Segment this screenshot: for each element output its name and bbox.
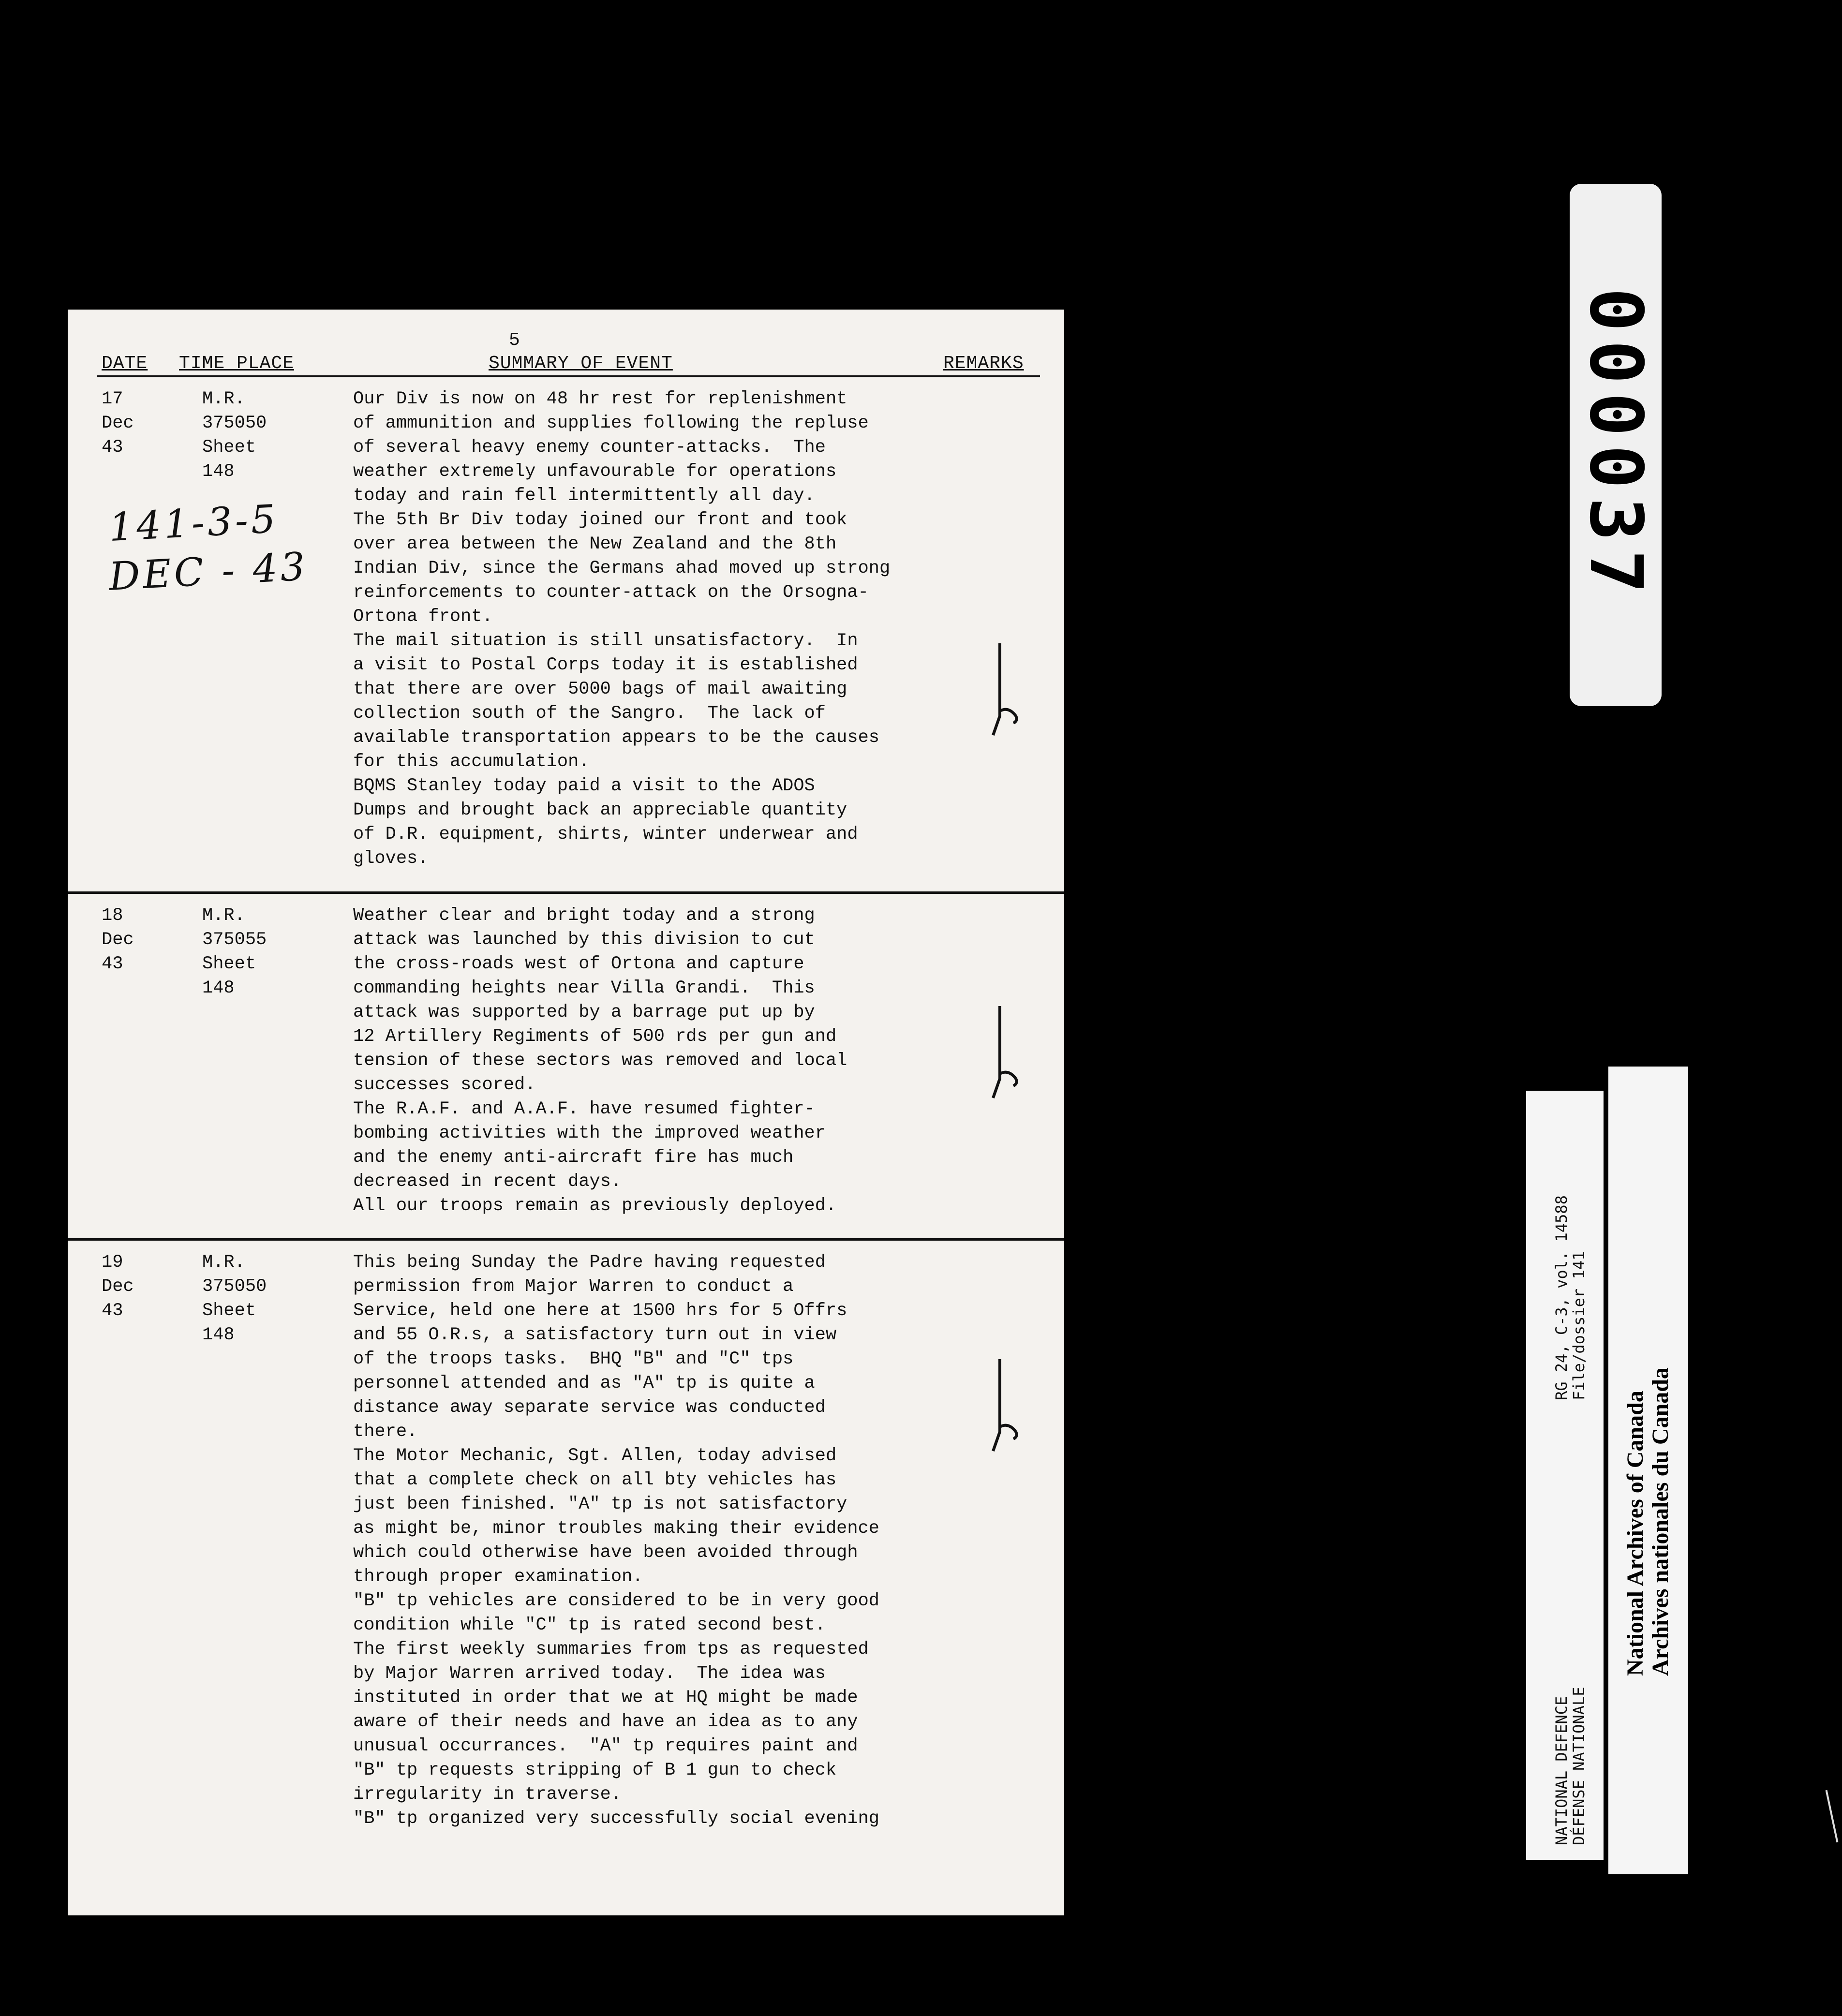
- entry-summary: This being Sunday the Padre having requested permission from Major Warren to conduct a Service, held one here at 1500 hrs for 5 Offrs and 55 O.R.s, a satisfactory turn out in view of the troops tasks. BHQ "B" and "C" tps personnel attended and as "A" tp is quite a distance away separate service was conducted there. The Motor Mechanic, Sgt. Allen, today advised that a complete check on all bty vehicles has just been finished. "A" tp is not satisfactory as might be, minor troubles making their evidence which could otherwise have been avoided through through proper examination. "B" tp vehicles are considered to be in very good condition while "C" tp is rated second best. The first weekly summaries from tps as requested by Major Warren arrived today. The idea was instituted in order that we at HQ might be made aware of their needs and have an idea as to any unusual occurrances. "A" tp requires paint and "B" tp requests stripping of B 1 gun to check irregularity in traverse. "B" tp organized very successfully social evening: [353, 1252, 879, 1829]
- handwritten-initials: [989, 1354, 1023, 1466]
- archive-label-organization: [1608, 1067, 1688, 1874]
- frame-number: 000037: [1574, 288, 1658, 602]
- handwritten-initials: [989, 638, 1023, 750]
- handwritten-date: DEC - 43: [107, 544, 309, 599]
- entry-divider: [68, 891, 1064, 894]
- archive-name: National Archives of Canada Archives nationales du Canada: [1622, 1367, 1673, 1676]
- archive-label-reference: [1526, 1091, 1604, 1860]
- page-number: 5: [509, 330, 520, 351]
- header-date: DATE: [102, 353, 148, 374]
- handwritten-initials: [989, 1001, 1023, 1112]
- entry-summary: Our Div is now on 48 hr rest for replenishment of ammunition and supplies following the repluse of several heavy enemy counter-attacks. The weather extremely unfavourable for operations today and rain fell intermittently all day. The 5th Br Div today joined our front and took over area between the New Zealand and the 8th Indian Div, since the Germans ahad moved up strong reinforcements to counter-attack on the Orsogna- Ortona front. The mail situation is still unsatisfactory. In a visit to Postal Corps today it is established that there are over 5000 bags of mail awaiting collection south of the Sangro. The lack of available transportation appears to be the causes for this accumulation. BQMS Stanley today paid a visit to the ADOS Dumps and brought back an appreciable quantity of D.R. equipment, shirts, winter underwear and gloves.: [353, 389, 891, 869]
- war-diary-page: [68, 310, 1064, 1915]
- entry-divider: [68, 1238, 1064, 1241]
- entry-summary: Weather clear and bright today and a strong attack was launched by this division to cut the cross-roads west of Ortona and capture commanding heights near Villa Grandi. This attack was supported by a barrage put up by 12 Artillery Regiments of 500 rds per gun and tension of these sectors was removed and local successes scored. The R.A.F. and A.A.F. have resumed fighter- bombing activities with the improved weather and the enemy anti-aircraft fire has much decreased in recent days. All our troops remain as previously deployed.: [353, 905, 847, 1216]
- record-group-reference: RG 24, C-3, vol. 14588 File/dossier 141: [1552, 1195, 1588, 1400]
- entry-date: 17 Dec 43: [102, 389, 134, 458]
- header-remarks: REMARKS: [943, 353, 1024, 374]
- handwritten-file-ref: 141-3-5: [107, 496, 280, 550]
- entry-date: 18 Dec 43: [102, 905, 134, 974]
- frame-number-tab: [1570, 184, 1662, 706]
- entry-place: M.R. 375050 Sheet 148: [202, 1252, 267, 1345]
- entry-place: M.R. 375050 Sheet 148: [202, 389, 267, 482]
- entry-place: M.R. 375055 Sheet 148: [202, 905, 267, 998]
- header-summary: SUMMARY OF EVENT: [489, 353, 673, 374]
- header-rule: [97, 375, 1040, 377]
- scan-mark: [1826, 1790, 1839, 1842]
- header-time-place: TIME PLACE: [179, 353, 295, 374]
- department-name: NATIONAL DEFENCE DÉFENSE NATIONALE: [1552, 1687, 1588, 1845]
- entry-date: 19 Dec 43: [102, 1252, 134, 1321]
